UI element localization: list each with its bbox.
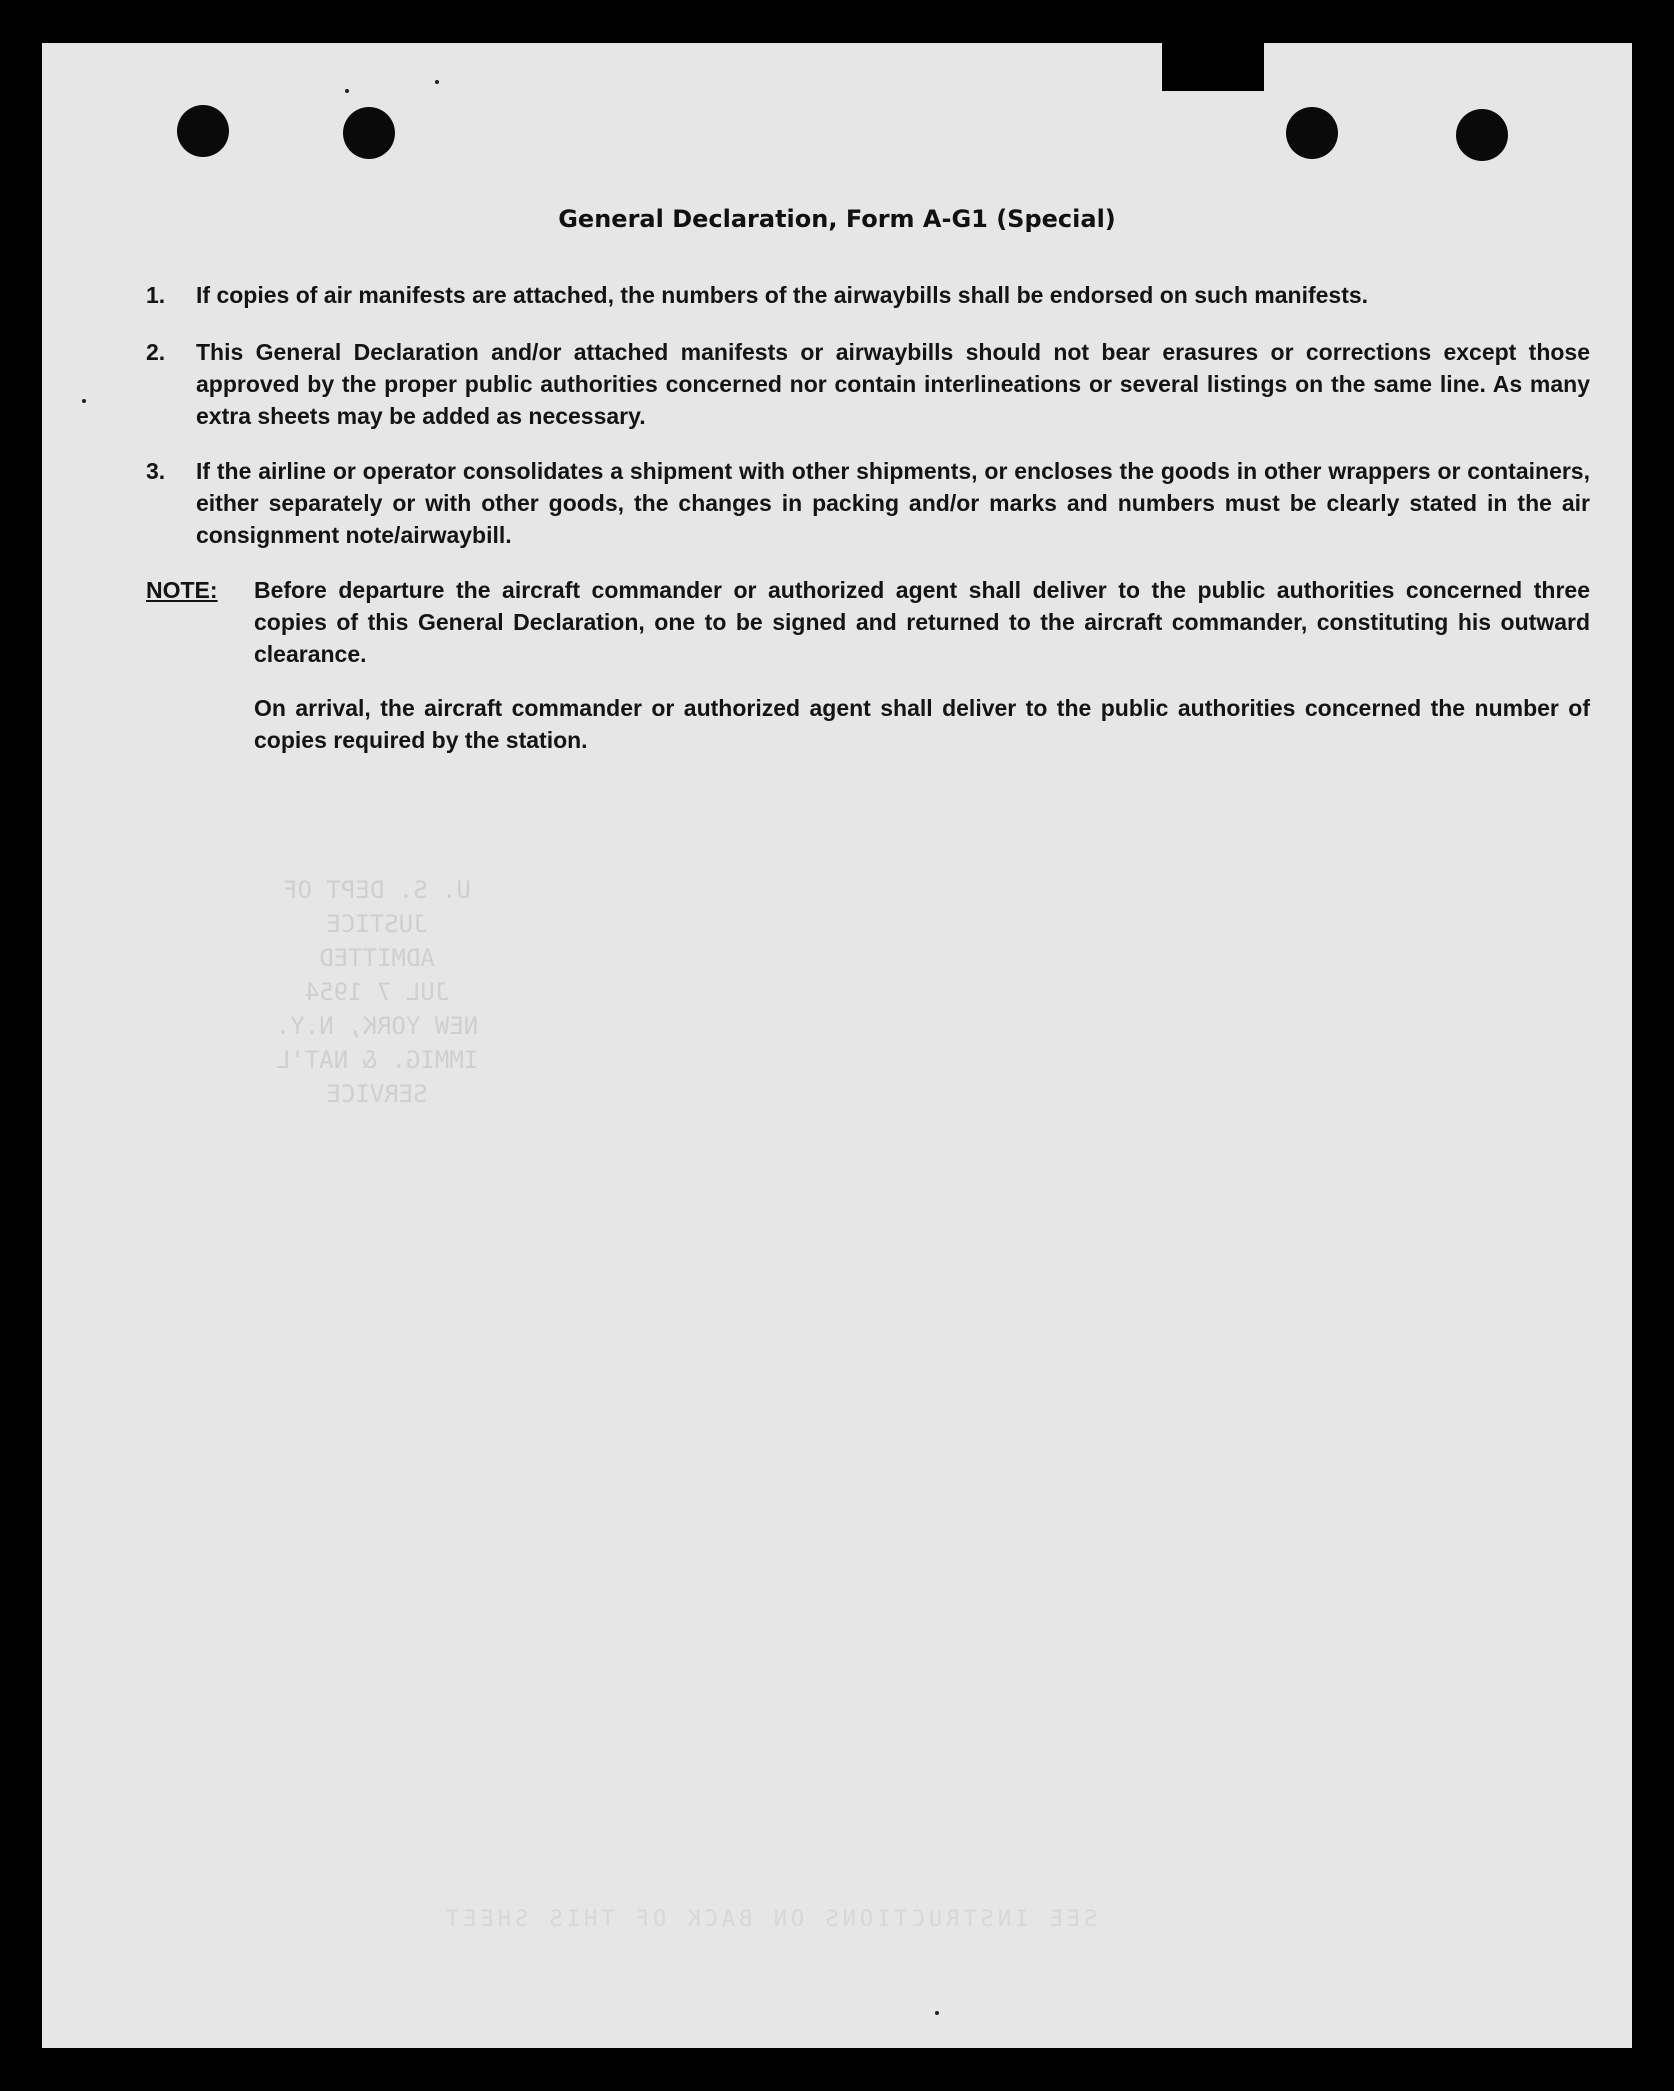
instruction-item: [146, 279, 1590, 311]
item-text: This General Declaration and/or attached manifests or airwaybills should not bear erasures or corrections except those approved by the proper public authorities concerned nor contain interlineations or several listings on the same line. As many extra sheets may be added as necessary.: [196, 339, 1590, 429]
item-number: 1.: [146, 282, 166, 308]
note-paragraph: On arrival, the aircraft commander or authorized agent shall deliver to the public authorities concerned the number of copies required by the station.: [254, 695, 1590, 753]
punch-hole: [1456, 109, 1508, 161]
note-block: [146, 574, 1590, 756]
instruction-item: [146, 455, 1590, 551]
speck: [435, 80, 439, 84]
punch-hole: [1286, 107, 1338, 159]
form-title: General Declaration, Form A-G1 (Special): [558, 205, 1116, 233]
instruction-item: [146, 336, 1590, 432]
note-paragraph: Before departure the aircraft commander or authorized agent shall deliver to the public authorities concerned three copies of this General Declaration, one to be signed and returned to the aircraft commander, constituting his outward clearance.: [254, 577, 1590, 667]
punch-hole: [177, 105, 229, 157]
speck: [345, 89, 349, 93]
page-notch: [1162, 43, 1264, 91]
show-through-stamp: U. S. DEPT OF JUSTICE ADMITTED JUL 7 1954 NEW YORK, N.Y. IMMIG. & NAT'L SERVICE: [275, 876, 479, 1108]
item-text: If copies of air manifests are attached, the numbers of the airwaybills shall be endorsed on such manifests.: [196, 282, 1369, 308]
speck: [935, 2011, 939, 2015]
note-label: NOTE:: [146, 577, 218, 603]
speck: [82, 399, 86, 403]
item-number: 3.: [146, 458, 166, 484]
document-page: [42, 43, 1632, 2048]
punch-hole: [343, 107, 395, 159]
show-through-footer: SEE INSTRUCTIONS ON BACK OF THIS SHEET: [442, 1907, 1098, 1932]
item-number: 2.: [146, 339, 166, 365]
item-text: If the airline or operator consolidates a shipment with other shipments, or encloses the goods in other wrappers or containers, either separately or with other goods, the changes in packing and/or marks and numbers must be clearly stated in the air consignment note/airwaybill.: [196, 458, 1590, 548]
